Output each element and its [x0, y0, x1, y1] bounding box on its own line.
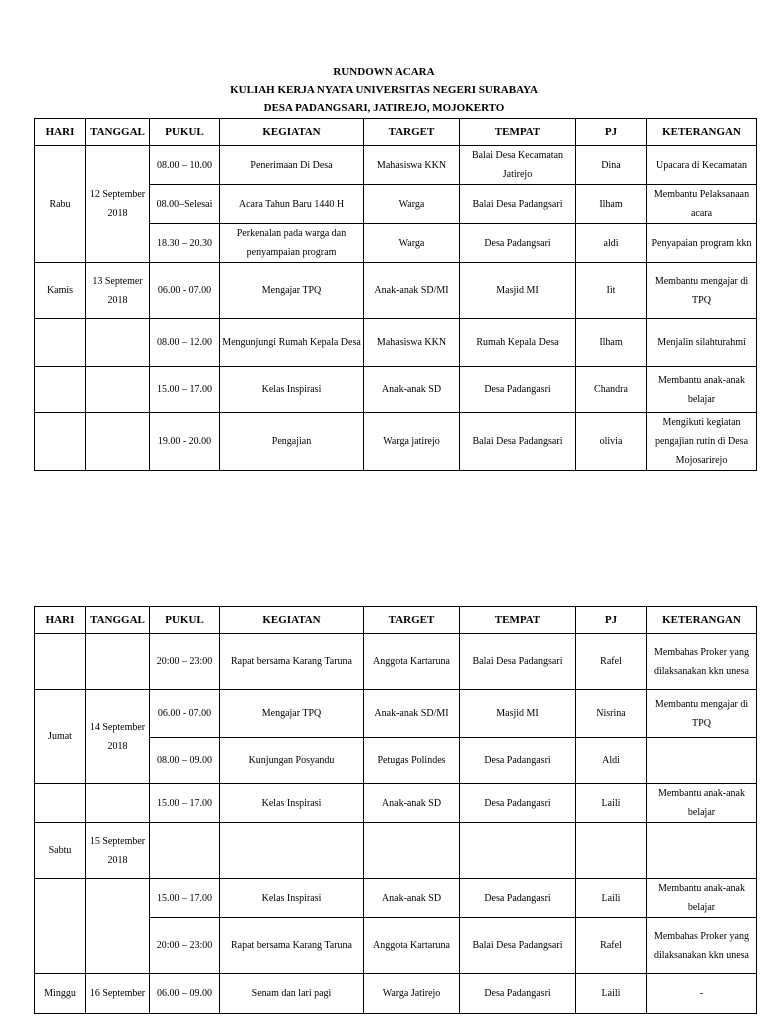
cell-pj: Nisrina: [576, 690, 647, 738]
table-row: [35, 879, 757, 918]
cell-tempat: Rumah Kepala Desa: [460, 319, 576, 367]
cell-tanggal: [86, 784, 150, 823]
cell-tempat: Balai Desa Padangsari: [460, 413, 576, 471]
cell-hari: [35, 319, 86, 367]
cell-tanggal: 14 September 2018: [86, 690, 150, 784]
cell-tanggal: [86, 319, 150, 367]
table-header-row: [35, 607, 757, 634]
header-kegiatan: KEGIATAN: [220, 607, 364, 634]
header-hari: HARI: [35, 119, 86, 146]
cell-pj: Chandra: [576, 367, 647, 413]
header-pj: PJ: [576, 119, 647, 146]
header-tanggal: TANGGAL: [86, 119, 150, 146]
cell-target: Warga: [364, 185, 460, 224]
cell-tanggal: 12 September 2018: [86, 146, 150, 263]
cell-tempat: Desa Padangsari: [460, 224, 576, 263]
header-tanggal: TANGGAL: [86, 607, 150, 634]
cell-target: Anak-anak SD/MI: [364, 690, 460, 738]
cell-keterangan: -: [647, 974, 757, 1014]
cell-target: Warga: [364, 224, 460, 263]
table-row: [35, 146, 757, 185]
cell-pukul: 20:00 – 23:00: [150, 634, 220, 690]
cell-tempat: Desa Padangasri: [460, 974, 576, 1014]
table-header-row: [35, 119, 757, 146]
cell-tanggal: [86, 634, 150, 690]
cell-tempat: [460, 823, 576, 879]
cell-pukul: 08.00–Selesai: [150, 185, 220, 224]
cell-kegiatan: Acara Tahun Baru 1440 H: [220, 185, 364, 224]
cell-pukul: 19.00 - 20.00: [150, 413, 220, 471]
cell-target: Mahasiswa KKN: [364, 146, 460, 185]
header-keterangan: KETERANGAN: [647, 607, 757, 634]
cell-keterangan: Membantu mengajar di TPQ: [647, 690, 757, 738]
cell-kegiatan: Rapat bersama Karang Taruna: [220, 918, 364, 974]
cell-hari: [35, 879, 86, 974]
cell-kegiatan: Kelas Inspirasi: [220, 367, 364, 413]
cell-hari: [35, 634, 86, 690]
cell-pukul: 08.00 – 10.00: [150, 146, 220, 185]
cell-pukul: [150, 823, 220, 879]
cell-pj: Rafel: [576, 634, 647, 690]
cell-tempat: Desa Padangasri: [460, 367, 576, 413]
cell-pj: Ilham: [576, 185, 647, 224]
cell-pj: aldi: [576, 224, 647, 263]
cell-pukul: 06.00 - 07.00: [150, 263, 220, 319]
cell-pj: Laili: [576, 879, 647, 918]
cell-keterangan: Membahas Proker yang dilaksanakan kkn unesa: [647, 634, 757, 690]
cell-target: Mahasiswa KKN: [364, 319, 460, 367]
cell-hari: Sabtu: [35, 823, 86, 879]
cell-tanggal: [86, 367, 150, 413]
cell-tempat: Balai Desa Padangsari: [460, 634, 576, 690]
cell-tempat: Balai Desa Padangsari: [460, 185, 576, 224]
table-row: [35, 319, 757, 367]
cell-kegiatan: Penerimaan Di Desa: [220, 146, 364, 185]
cell-hari: [35, 413, 86, 471]
cell-hari: Jumat: [35, 690, 86, 784]
cell-tanggal: 16 September: [86, 974, 150, 1014]
header-keterangan: KETERANGAN: [647, 119, 757, 146]
cell-tempat: Balai Desa Kecamatan Jatirejo: [460, 146, 576, 185]
cell-pukul: 20:00 – 23:00: [150, 918, 220, 974]
table-row: [35, 784, 757, 823]
header-pj: PJ: [576, 607, 647, 634]
cell-kegiatan: Mengajar TPQ: [220, 263, 364, 319]
cell-keterangan: Penyapaian program kkn: [647, 224, 757, 263]
cell-pj: Laili: [576, 784, 647, 823]
cell-kegiatan: Kelas Inspirasi: [220, 879, 364, 918]
title-line-2: KULIAH KERJA NYATA UNIVERSITAS NEGERI SURABAYA: [230, 84, 538, 96]
title-line-1: RUNDOWN ACARA: [333, 66, 435, 78]
cell-keterangan: Menjalin silahturahmi: [647, 319, 757, 367]
cell-pukul: 06.00 - 07.00: [150, 690, 220, 738]
cell-pj: olivia: [576, 413, 647, 471]
cell-hari: Rabu: [35, 146, 86, 263]
cell-target: Anggota Kartaruna: [364, 634, 460, 690]
cell-keterangan: Membantu Pelaksanaan acara: [647, 185, 757, 224]
cell-pj: Ilham: [576, 319, 647, 367]
header-tempat: TEMPAT: [460, 119, 576, 146]
cell-tempat: Masjid MI: [460, 263, 576, 319]
table-row: [35, 634, 757, 690]
table-row: [35, 690, 757, 738]
cell-pukul: 15.00 – 17.00: [150, 879, 220, 918]
cell-kegiatan: Mengajar TPQ: [220, 690, 364, 738]
header-pukul: PUKUL: [150, 119, 220, 146]
cell-kegiatan: Perkenalan pada warga dan penyampaian program: [220, 224, 364, 263]
cell-kegiatan: [220, 823, 364, 879]
cell-pj: Rafel: [576, 918, 647, 974]
table-row: [35, 413, 757, 471]
cell-kegiatan: Rapat bersama Karang Taruna: [220, 634, 364, 690]
cell-tempat: Masjid MI: [460, 690, 576, 738]
cell-target: Warga jatirejo: [364, 413, 460, 471]
cell-pukul: 08.00 – 12.00: [150, 319, 220, 367]
cell-pukul: 15.00 – 17.00: [150, 367, 220, 413]
cell-tanggal: 15 September 2018: [86, 823, 150, 879]
cell-tanggal: [86, 879, 150, 974]
document-title: [0, 63, 768, 117]
cell-target: Anak-anak SD: [364, 784, 460, 823]
cell-kegiatan: Senam dan lari pagi: [220, 974, 364, 1014]
table-row: [35, 263, 757, 319]
table-row: [35, 974, 757, 1014]
cell-pukul: 06.00 – 09.00: [150, 974, 220, 1014]
cell-kegiatan: Pengajian: [220, 413, 364, 471]
cell-tempat: Balai Desa Padangsari: [460, 918, 576, 974]
rundown-table-1: [34, 118, 757, 471]
cell-keterangan: Mengikuti kegiatan pengajian rutin di Desa Mojosarirejo: [647, 413, 757, 471]
header-hari: HARI: [35, 607, 86, 634]
header-kegiatan: KEGIATAN: [220, 119, 364, 146]
cell-kegiatan: Mengunjungi Rumah Kepala Desa: [220, 319, 364, 367]
cell-pukul: 08.00 – 09.00: [150, 738, 220, 784]
cell-target: Anggota Kartaruna: [364, 918, 460, 974]
cell-hari: Minggu: [35, 974, 86, 1014]
header-target: TARGET: [364, 119, 460, 146]
cell-target: Anak-anak SD/MI: [364, 263, 460, 319]
cell-keterangan: Membahas Proker yang dilaksanakan kkn unesa: [647, 918, 757, 974]
cell-keterangan: Membantu anak-anak belajar: [647, 879, 757, 918]
cell-tanggal: [86, 413, 150, 471]
cell-pj: Aldi: [576, 738, 647, 784]
cell-kegiatan: Kelas Inspirasi: [220, 784, 364, 823]
cell-pj: Dina: [576, 146, 647, 185]
cell-tanggal: 13 Septemer 2018: [86, 263, 150, 319]
cell-target: Warga Jatirejo: [364, 974, 460, 1014]
rundown-table-2: [34, 606, 757, 1014]
cell-target: [364, 823, 460, 879]
cell-tempat: Desa Padangasri: [460, 784, 576, 823]
cell-hari: [35, 784, 86, 823]
cell-hari: [35, 367, 86, 413]
cell-keterangan: Membantu anak-anak belajar: [647, 784, 757, 823]
cell-keterangan: Membantu anak-anak belajar: [647, 367, 757, 413]
header-target: TARGET: [364, 607, 460, 634]
cell-keterangan: [647, 738, 757, 784]
table-row: [35, 367, 757, 413]
cell-pj: Laili: [576, 974, 647, 1014]
cell-target: Petugas Polindes: [364, 738, 460, 784]
cell-pukul: 15.00 – 17.00: [150, 784, 220, 823]
cell-target: Anak-anak SD: [364, 367, 460, 413]
cell-hari: Kamis: [35, 263, 86, 319]
title-line-3: DESA PADANGSARI, JATIREJO, MOJOKERTO: [263, 102, 505, 114]
cell-pukul: 18.30 – 20.30: [150, 224, 220, 263]
cell-kegiatan: Kunjungan Posyandu: [220, 738, 364, 784]
cell-keterangan: [647, 823, 757, 879]
header-pukul: PUKUL: [150, 607, 220, 634]
cell-target: Anak-anak SD: [364, 879, 460, 918]
table-row: [35, 823, 757, 879]
cell-keterangan: Membantu mengajar di TPQ: [647, 263, 757, 319]
cell-pj: [576, 823, 647, 879]
cell-keterangan: Upacara di Kecamatan: [647, 146, 757, 185]
cell-tempat: Desa Padangasri: [460, 879, 576, 918]
header-tempat: TEMPAT: [460, 607, 576, 634]
cell-tempat: Desa Padangasri: [460, 738, 576, 784]
cell-pj: Iit: [576, 263, 647, 319]
